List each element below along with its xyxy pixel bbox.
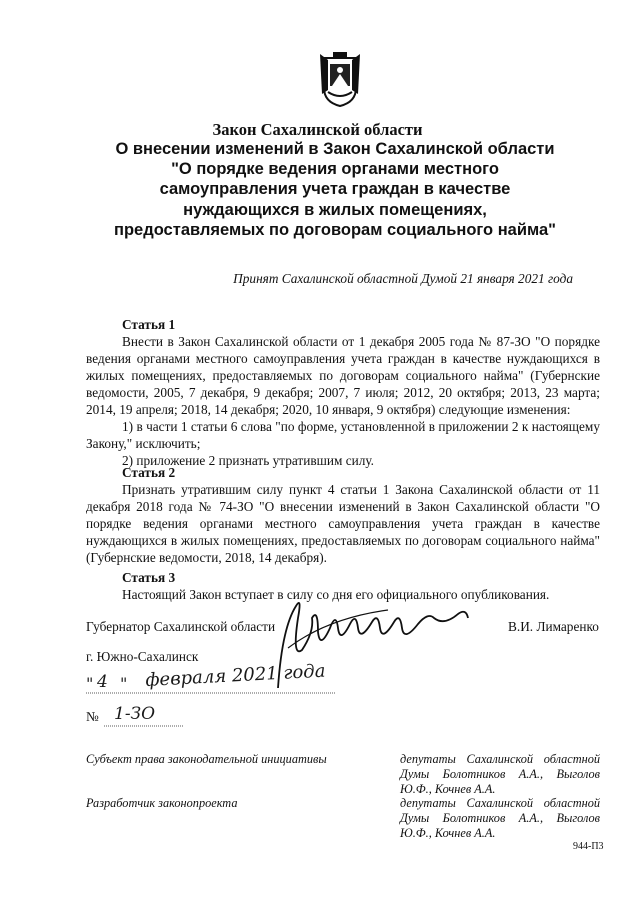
governor-name: В.И. Лимаренко [508, 619, 599, 634]
law-main-title: О внесении изменений в Закон Сахалинской области "О порядке ведения органами местного самоуправления учета граждан в качестве нуждающихся в жилых помещениях, предоставляемых по договорам социального найма" [114, 140, 556, 239]
date-quote-close: " [120, 674, 128, 693]
document-code: 944-П3 [573, 841, 604, 852]
article-2-heading: Статья 2 [122, 465, 176, 480]
developer-value: депутаты Сахалинской областной Думы Болотников А.А., Выголов Ю.Ф., Кочнев А.А. [400, 796, 600, 840]
number-value: 1-ЗО [114, 704, 156, 724]
number-label: № [86, 709, 99, 724]
article-1-body [86, 333, 600, 469]
coat-of-arms-emblem [318, 50, 362, 108]
article-1-heading: Статья 1 [122, 317, 176, 332]
initiative-label: Субъект права законодательной инициативы [86, 752, 327, 766]
number-underline [104, 724, 184, 728]
article-2-paragraph: Признать утратившим силу пункт 4 статьи 1 Закона Сахалинской области от 11 декабря 2018 года № 74-ЗО "О внесении изменений в Закон Сахалинской области "О порядке ведения органами местного самоуправления учета граждан в качестве нуждающихся в жилых помещениях, предоставляемых по договорам социального найма" (Губернские ведомости, 2018, 14 декабря). [86, 482, 600, 565]
city: г. Южно-Сахалинск [86, 649, 199, 664]
date-underline [86, 690, 336, 696]
article-1-paragraph: Внести в Закон Сахалинской области от 1 декабря 2005 года № 87-ЗО "О порядке ведения органами местного самоуправления учета граждан в качестве нуждающихся в жилых помещениях, предоставляемых по договорам социального найма" (Губернские ведомости, 2005, 7 декабря, 9 декабря; 2007, 7 июля; 2012, 20 октября; 2013, 23 марта; 2014, 19 апреля; 2018, 14 декабря; 2020, 10 января, 9 октября) следующие изменения: [86, 334, 600, 417]
initiative-value: депутаты Сахалинской областной Думы Болотников А.А., Выголов Ю.Ф., Кочнев А.А. [400, 752, 600, 796]
article-1-item-2: 2) приложение 2 признать утратившим силу. [122, 453, 375, 468]
date-day: 4 [97, 672, 108, 692]
governor-position: Губернатор Сахалинской области [86, 619, 276, 634]
article-3-paragraph: Настоящий Закон вступает в силу со дня его официального опубликования. [122, 587, 550, 602]
article-2-body [86, 481, 600, 566]
adoption-note: Принят Сахалинской областной Думой 21 января 2021 года [233, 271, 573, 286]
article-3-heading: Статья 3 [122, 570, 176, 585]
date-quote-open: " [86, 674, 94, 693]
date-month-year: февраля 2021 года [144, 660, 326, 691]
article-1-item-1: 1) в части 1 статьи 6 слова "по форме, установленной в приложении 2 к настоящему Закону," исключить; [86, 419, 600, 451]
developer-label: Разработчик законопроекта [86, 796, 238, 810]
law-title: Закон Сахалинской области [212, 120, 423, 139]
